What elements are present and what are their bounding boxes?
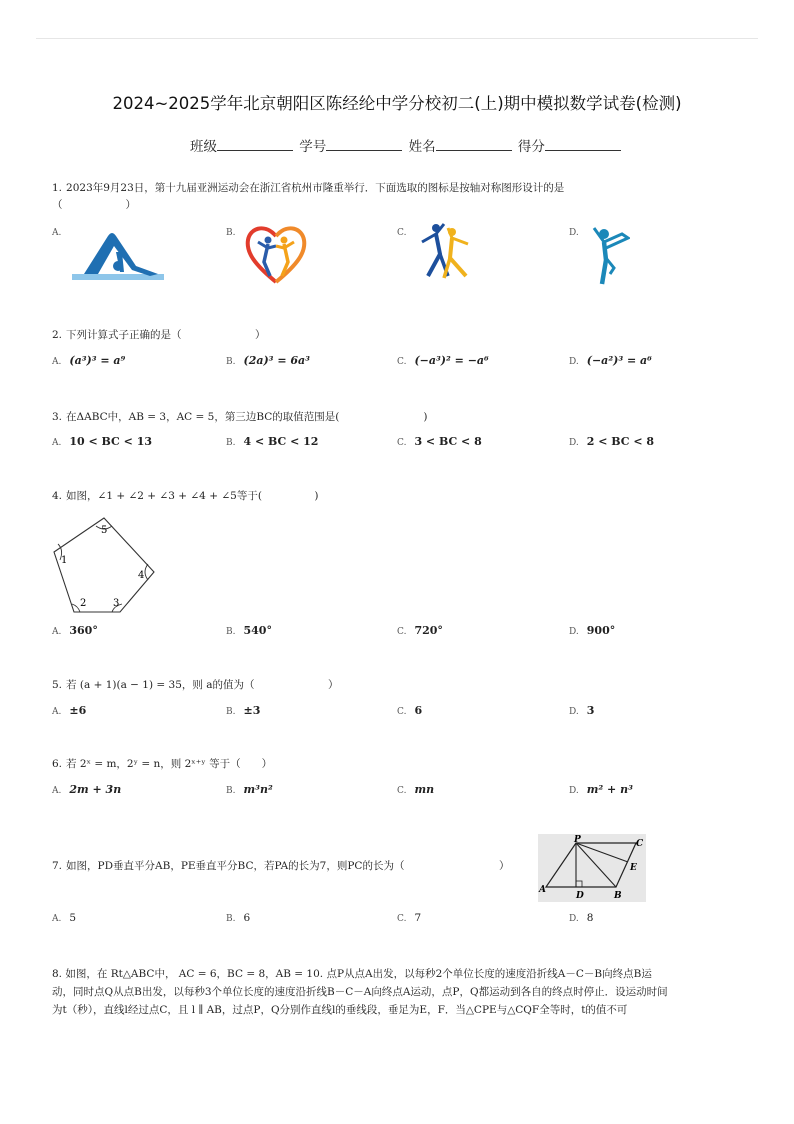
option-b: B. 6 (226, 912, 251, 924)
option-b: B. m³n² (226, 783, 273, 796)
option-b: B. ±3 (226, 704, 261, 717)
score-label: 得分 (517, 139, 545, 155)
option-c: C. 7 (397, 912, 422, 924)
page-title: 2024~2025学年北京朝阳区陈经纶中学分校初二(上)期中模拟数学试卷(检测) (112, 94, 682, 113)
option-b: B. 540° (226, 624, 272, 637)
question-5: 5. 若 (a + 1)(a − 1) = 35，则 a的值为（ ） (52, 679, 339, 691)
class-blank (217, 137, 293, 151)
question-8: 8. 如图，在 Rt△ABC中， AC = 6，BC = 8，AB = 10. 点P从点A出发，以每秒2个单位长度的速度沿折线A－C－B向终点B运 动，同时点Q从点B出发，以每秒3个单位长度的速度沿折线B－C－A向终点A运动，点P，Q都运动到各自的终点时停止．设运动时间 为t（秒），直线l经过点C，且 l ∥ AB，过点P，Q分别作直线l的垂线段，垂足为E，F．当△CPE与△CQF全等时，t的值不可 (52, 968, 668, 1016)
option-d: D. 2 < BC < 8 (569, 435, 655, 448)
option-b: B. (2a)³ = 6a³ (226, 354, 310, 367)
question-number: 1. (52, 182, 63, 194)
option-a-label: A. (52, 228, 62, 238)
question-1-paren: （ ） (52, 199, 136, 211)
point-e-label: E (630, 863, 637, 873)
heart-figures-icon (244, 222, 308, 284)
class-label: 班级 (190, 139, 217, 155)
option-c-label: C. (397, 228, 407, 238)
question-3: 3. 在ΔABC中，AB = 3，AC = 5，第三边BC的取值范围是( ) (52, 411, 428, 423)
question-6: 6. 若 2ˣ = m，2ʸ = n，则 2ˣ⁺ʸ 等于（ ） (52, 758, 273, 770)
name-blank (436, 137, 512, 151)
question-7: 7. 如图，PD垂直平分AB，PE垂直平分BC，若PA的长为7，则PC的长为（ ） (52, 860, 510, 872)
angle-label-1: 1 (61, 555, 68, 566)
option-b-label: B. (226, 228, 236, 238)
option-d: D. 8 (569, 912, 594, 924)
student-number-blank (326, 137, 402, 151)
point-p-label: P (574, 835, 581, 845)
question-text: 2023年9月23日，第十九届亚洲运动会在浙江省杭州市隆重举行．下面选取的图标是按轴对称图形设计的是 (66, 182, 565, 194)
parallelogram-figure (538, 834, 646, 902)
score-blank (545, 137, 621, 151)
option-a: A. 10 < BC < 13 (52, 435, 152, 448)
point-a-label: A (539, 885, 546, 895)
option-d: D. 900° (569, 624, 616, 637)
option-a: A. 2m + 3n (52, 783, 122, 796)
option-c: C. (−a³)² = −a⁶ (397, 354, 489, 367)
angle-label-3: 3 (113, 598, 120, 609)
angle-label-2: 2 (80, 598, 87, 609)
yoga-pose-icon (72, 222, 164, 284)
student-number-label: 学号 (299, 139, 327, 155)
ballet-dancer-icon (590, 224, 630, 288)
option-a: A. 5 (52, 912, 77, 924)
angle-label-4: 4 (138, 570, 145, 581)
option-c: C. 6 (397, 704, 423, 717)
option-b: B. 4 < BC < 12 (226, 435, 319, 448)
question-2: 2. 下列计算式子正确的是（ ） (52, 329, 266, 341)
option-d: D. (−a²)³ = a⁶ (569, 354, 652, 367)
option-c: C. mn (397, 783, 435, 796)
pentagon-figure (50, 512, 160, 616)
header-divider (36, 38, 758, 39)
option-d: D. m² + n³ (569, 783, 633, 796)
angle-label-5: 5 (101, 525, 108, 536)
point-b-label: B (614, 891, 622, 901)
question-4: 4. 如图，∠1 + ∠2 + ∠3 + ∠4 + ∠5等于( ) (52, 490, 319, 502)
point-c-label: C (636, 839, 644, 849)
student-info-row (190, 135, 623, 155)
name-label: 姓名 (408, 139, 436, 155)
option-d: D. 3 (569, 704, 595, 717)
question-1 (52, 180, 564, 196)
option-c: C. 3 < BC < 8 (397, 435, 482, 448)
option-c: C. 720° (397, 624, 443, 637)
option-d-label: D. (569, 228, 579, 238)
point-d-label: D (576, 891, 584, 901)
option-a: A. ±6 (52, 704, 87, 717)
dancers-icon (418, 220, 472, 282)
option-a: A. (a³)³ = a⁹ (52, 354, 126, 367)
option-a: A. 360° (52, 624, 98, 637)
